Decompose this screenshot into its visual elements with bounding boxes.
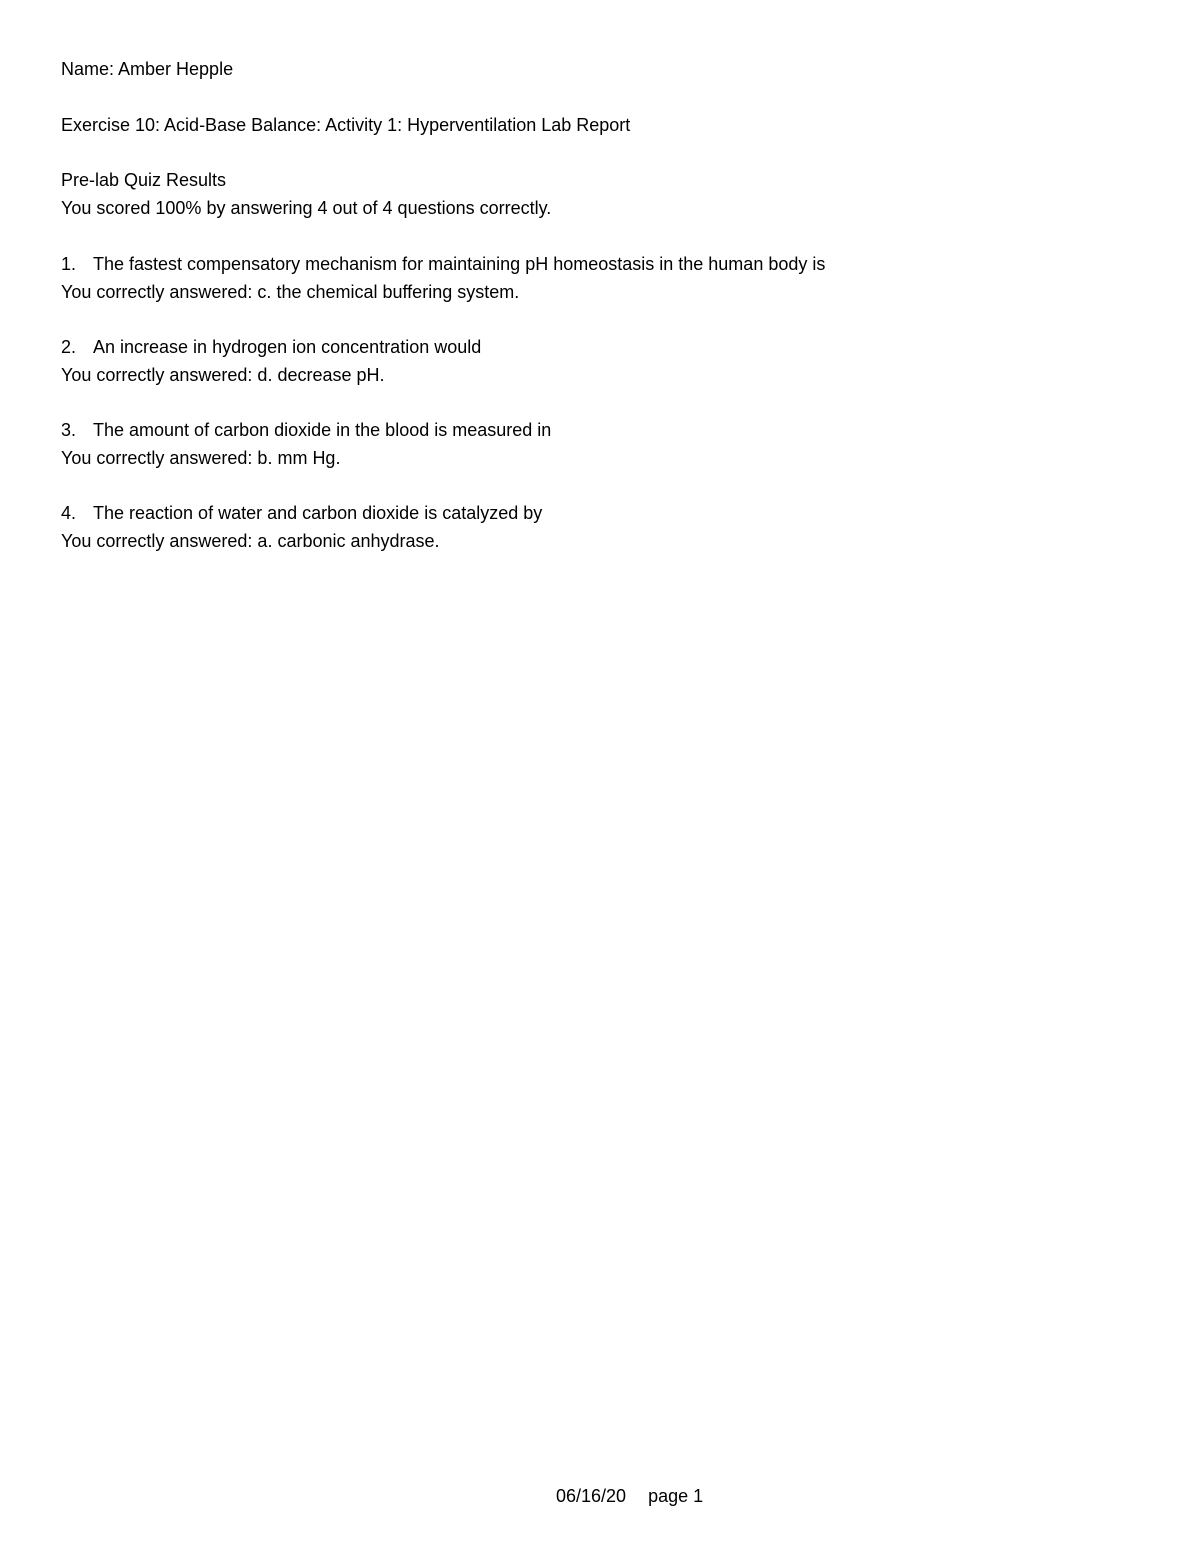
answer-text: You correctly answered: d. decrease pH. bbox=[61, 365, 385, 385]
answer-text: You correctly answered: c. the chemical buffering system. bbox=[61, 282, 520, 302]
answer-text: You correctly answered: b. mm Hg. bbox=[61, 448, 341, 468]
question-number: 1. bbox=[61, 254, 77, 274]
quiz-question-2 bbox=[61, 333, 481, 389]
name-line: Name: Amber Hepple bbox=[61, 59, 234, 79]
report-title bbox=[61, 111, 630, 139]
question-prompt: An increase in hydrogen ion concentration would bbox=[93, 337, 482, 357]
quiz-score: You scored 100% by answering 4 out of 4 questions correctly. bbox=[61, 198, 552, 218]
quiz-question-1 bbox=[61, 250, 825, 306]
question-number: 3. bbox=[61, 420, 77, 440]
quiz-question-3 bbox=[61, 416, 551, 472]
quiz-heading: Pre-lab Quiz Results bbox=[61, 170, 227, 190]
question-number: 2. bbox=[61, 337, 77, 357]
title-line: Exercise 10: Acid-Base Balance: Activity 1: Hyperventilation Lab Report bbox=[61, 115, 631, 135]
page-footer bbox=[556, 1482, 703, 1510]
question-text bbox=[61, 499, 542, 527]
quiz-summary bbox=[61, 166, 551, 222]
question-number: 4. bbox=[61, 503, 77, 523]
question-prompt: The amount of carbon dioxide in the blood is measured in bbox=[93, 420, 552, 440]
question-text bbox=[61, 333, 481, 361]
question-text bbox=[61, 250, 825, 278]
question-prompt: The reaction of water and carbon dioxide is catalyzed by bbox=[93, 503, 543, 523]
question-text bbox=[61, 416, 551, 444]
footer-page-number: page 1 bbox=[648, 1486, 704, 1506]
answer-text: You correctly answered: a. carbonic anhydrase. bbox=[61, 531, 440, 551]
quiz-question-4 bbox=[61, 499, 542, 555]
question-prompt: The fastest compensatory mechanism for maintaining pH homeostasis in the human body is bbox=[93, 254, 826, 274]
footer-date: 06/16/20 bbox=[556, 1486, 627, 1506]
student-name bbox=[61, 55, 233, 83]
